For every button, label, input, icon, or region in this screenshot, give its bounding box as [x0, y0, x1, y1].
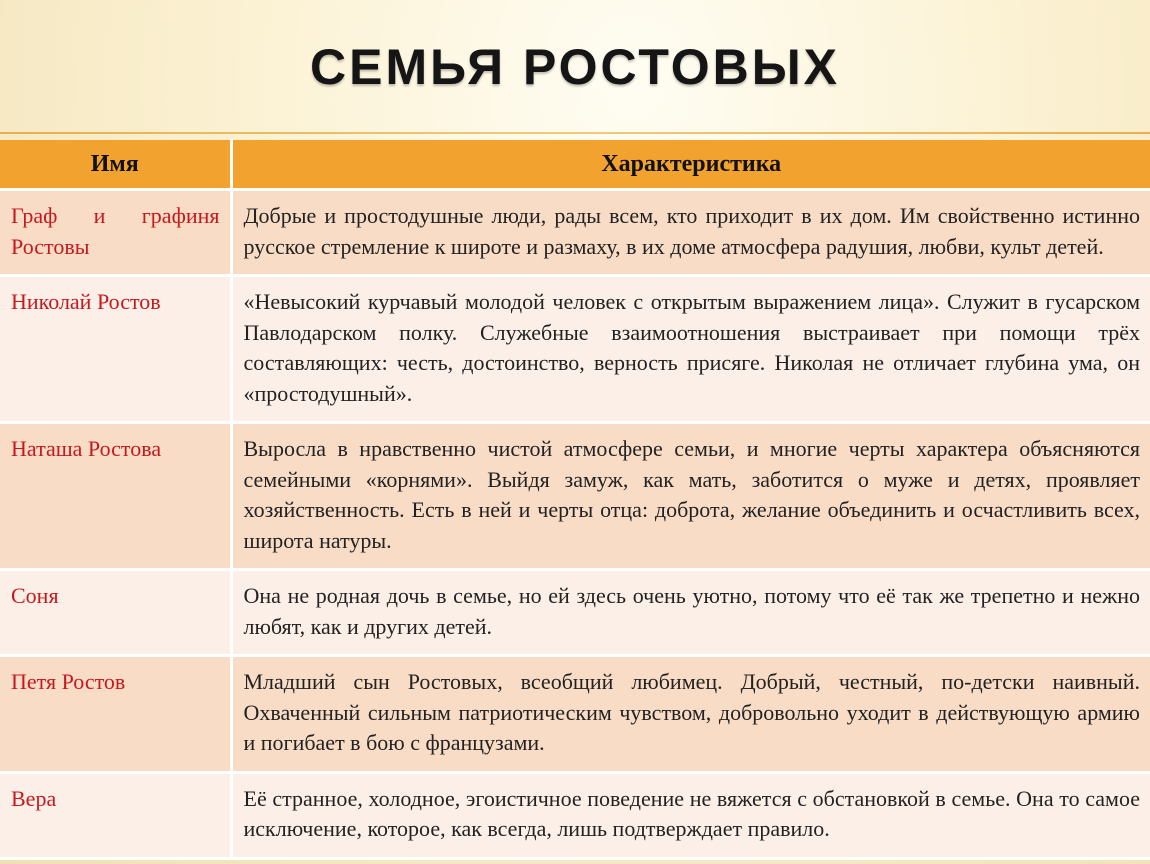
row-name: Наташа Ростова [0, 423, 231, 570]
row-description: Выросла в нравственно чистой атмосфере семьи, и многие черты характера объясняются семейными «корнями». Выйдя замуж, как мать, заботится о муже и детях, проявляет хозяйственность. Есть в ней и черты отца: доброта, желание объединить и осчастливить всех, широта натуры. [231, 423, 1150, 570]
characters-table [0, 140, 1150, 860]
table-row [0, 423, 1150, 570]
row-description: Её странное, холодное, эгоистичное поведение не вяжется с обстановкой в семье. Она то самое исключение, которое, как всегда, лишь подтверждает правило. [231, 772, 1150, 858]
table-row [0, 772, 1150, 858]
table-header-row [0, 140, 1150, 190]
row-name: Николай Ростов [0, 276, 231, 423]
table-row [0, 570, 1150, 656]
row-name: Граф и графиня Ростовы [0, 190, 231, 276]
characters-table-container [0, 140, 1150, 864]
row-name: Петя Ростов [0, 656, 231, 773]
page-title: СЕМЬЯ РОСТОВЫХ [309, 39, 840, 95]
row-description: «Невысокий курчавый молодой человек с открытым выражением лица». Служит в гусарском Павлодарском полку. Служебные взаимоотношения выстраивает при помощи трёх составляющих: честь, достоинство, верность присяге. Николая не отличает глубина ума, он «простодушный». [231, 276, 1150, 423]
title-area [0, 0, 1150, 140]
row-name: Вера [0, 772, 231, 858]
table-row [0, 276, 1150, 423]
table-row [0, 656, 1150, 773]
table-row [0, 190, 1150, 276]
row-description: Добрые и простодушные люди, рады всем, кто приходит в их дом. Им свойственно истинно русское стремление к широте и размаху, в их доме атмосфера радушия, любви, культ детей. [231, 190, 1150, 276]
header-name: Имя [0, 140, 231, 190]
row-description: Младший сын Ростовых, всеобщий любимец. Добрый, честный, по-детски наивный. Охваченный сильным патриотическим чувством, добровольно уходит в действующую армию и погибает в бою с французами. [231, 656, 1150, 773]
row-description: Она не родная дочь в семье, но ей здесь очень уютно, потому что её так же трепетно и нежно любят, как и других детей. [231, 570, 1150, 656]
row-name: Соня [0, 570, 231, 656]
header-description: Характеристика [231, 140, 1150, 190]
title-divider [0, 132, 1150, 134]
